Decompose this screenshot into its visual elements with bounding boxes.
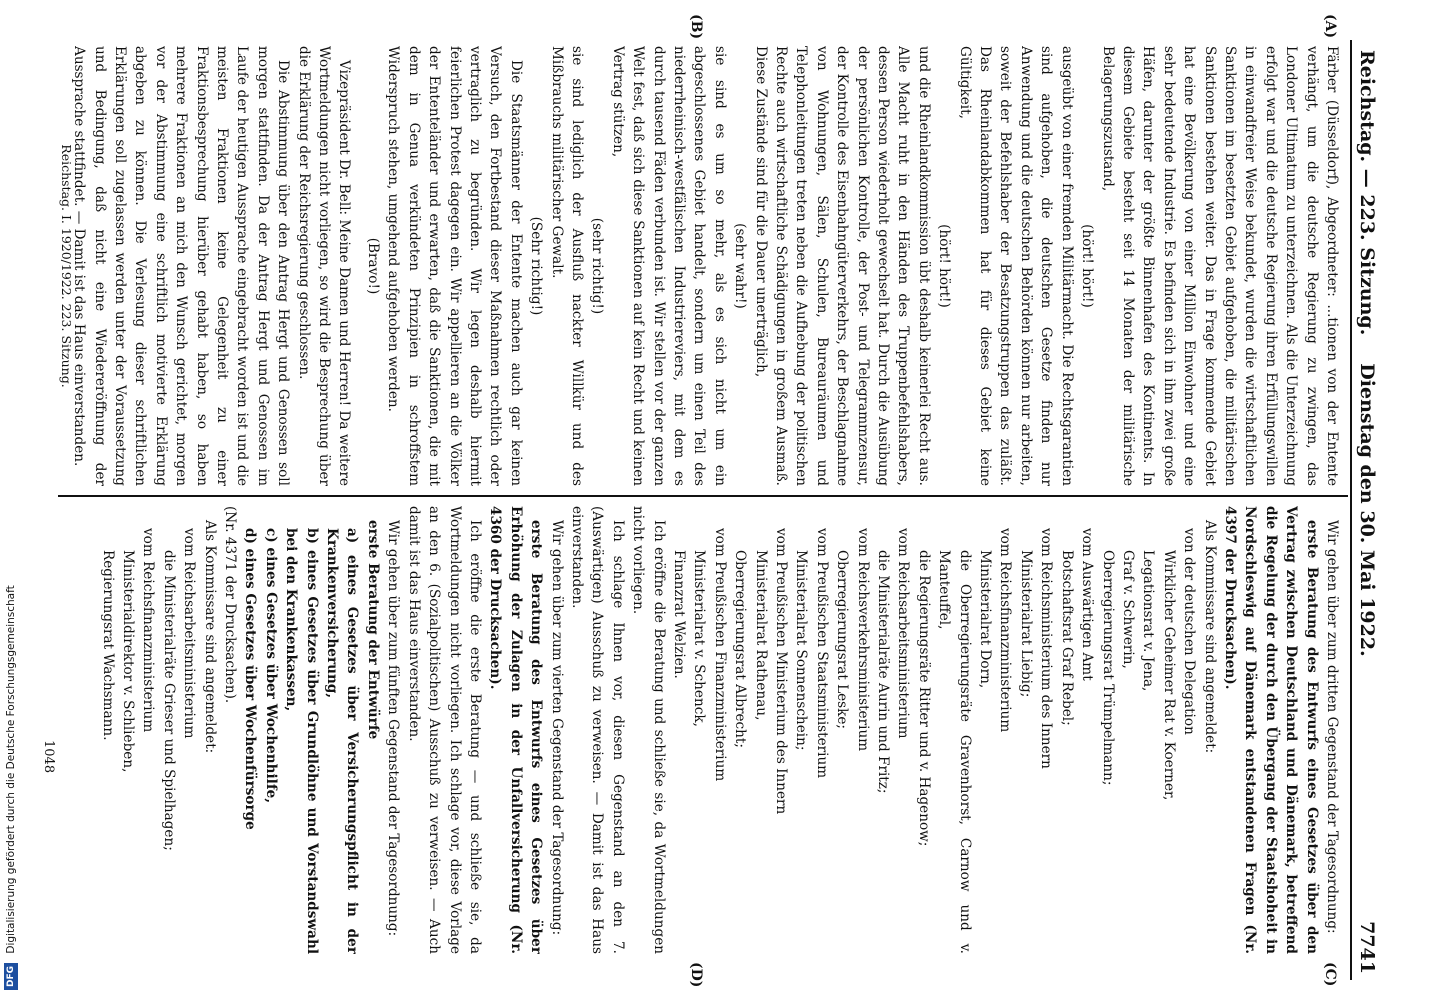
right-column bbox=[52, 506, 1342, 954]
header-session: Reichstag. — 223. Sitzung. bbox=[1356, 50, 1378, 336]
commissioner-line: vom Preußischen Staatsministerium bbox=[813, 528, 830, 779]
commissioner-line: Ministerialrat Liebig; bbox=[1017, 550, 1034, 698]
commissioner-line: Wirklicher Geheimer Rat v. Koerner, bbox=[1160, 550, 1177, 801]
agenda-paragraph: Ich eröffne die Beratung und schließe sie, da Wortmeldungen nicht vorliegen. bbox=[630, 506, 667, 954]
agenda-paragraph: Als Kommissare sind angemeldet: bbox=[1201, 520, 1218, 754]
page-header bbox=[1350, 40, 1382, 980]
commissioner-line: vom Reichsarbeitsministerium bbox=[181, 528, 198, 739]
draft-law-item: d) eines Gesetzes über Wochenfürsorge bbox=[242, 528, 259, 830]
commissioner-line: Ministerialrat v. Schenck, bbox=[691, 550, 708, 727]
speech-paragraph: Die Abstimmung über den Antrag Hergt und Genossen soll morgen stattfinden. Da der Antrag Hergt und Genossen im Laufe der heutigen Aussprache eingebracht worden ist und die meisten Fraktionen keine Gelegenheit zu einer Fraktionsbesprechung hierüber gehabt haben, so haben mehrere Fraktionen an mich den Wunsch gerichtet, morgen vor der Abstimmung eine schriftlich motivierte Erklärung abgeben zu können. Die Verlesung dieser schriftlichen Erklärungen soll zugelassen werden unter der Voraussetzung und Bedingung, daß nicht eine Wiedereröffnung der Aussprache stattfindet. — Damit ist das Haus einverstanden. bbox=[71, 46, 292, 486]
agenda-paragraph: Wir gehen über zum vierten Gegenstand der Tagesordnung: bbox=[548, 520, 565, 936]
agenda-paragraph: (Nr. 4371 der Drucksachen). bbox=[222, 506, 239, 704]
speech-paragraph: ausgeübt von einer fremden Militärmacht. Die Rechtsgarantien sind aufgehoben, die deutschen Gesetze finden nur Anwendung und die deutschen Behörden können nur arbeiten, soweit der Befehlshaber der Besatzungstruppen das zuläßt. Das Rheinlandabkommen hat für dieses Gebiet keine Gültigkeit, bbox=[956, 46, 1075, 486]
commissioner-line: Legationsrat v. Jena, bbox=[1140, 550, 1157, 692]
dfg-logo-icon: DFG bbox=[4, 963, 18, 990]
margin-mark-b: (B) bbox=[688, 14, 704, 40]
interjection: (sehr richtig!) bbox=[589, 217, 606, 315]
agenda-item-title: erste Beratung des Entwurfs eines Gesetzes über Erhöhung der Zulagen in der Unfallversicherung (Nr. 4360 der Drucksachen). bbox=[487, 506, 545, 954]
agenda-item-title: erste Beratung der Entwürfe bbox=[364, 520, 381, 740]
interjection: (Sehr richtig!) bbox=[528, 216, 545, 316]
page-footer-number: 1048 bbox=[41, 740, 56, 774]
margin-mark-c: (C) bbox=[1322, 962, 1338, 987]
commissioner-line: vom Preußischen Finanzministerium bbox=[711, 528, 728, 782]
commissioner-line: von der deutschen Delegation bbox=[1181, 528, 1198, 735]
left-column bbox=[52, 46, 1342, 486]
speech-paragraph: Vizepräsident Dr. Bell: Meine Damen und Herren! Da weitere Wortmeldungen nicht vorliegen, so wird die Besprechung über die Erklärung der Reichsregierung geschlossen. bbox=[295, 46, 353, 486]
commissioner-line: Regierungsrat Wachsmann. bbox=[99, 550, 116, 741]
interjection: (sehr wahr!) bbox=[732, 223, 749, 309]
commissioner-line: vom Reichsministerium des Innern bbox=[1038, 528, 1055, 769]
interjection: (hört! hört!) bbox=[1079, 224, 1096, 308]
agenda-paragraph: Wir gehen über zum fünften Gegenstand der Tagesordnung: bbox=[385, 520, 402, 937]
commissioner-line: vom Reichsfinanzministerium bbox=[997, 528, 1014, 733]
digitization-credit bbox=[0, 0, 22, 1000]
agenda-item-title: erste Beratung des Entwurfs eines Gesetzes über den Vertrag zwischen Deutschland und Dänemark, betreffend die Regelung der durch den Übergang der Staatshoheit in Nordschleswig auf Dänemark entstandenen Fragen (Nr. 4397 der Drucksachen). bbox=[1221, 506, 1320, 954]
commissioner-line: Oberregierungsrat Albrecht; bbox=[732, 550, 749, 748]
commissioner-line: Oberregierungsrat Trümpelmann; bbox=[1099, 550, 1116, 786]
header-date: Dienstag den 30. Mai 1922. bbox=[1356, 363, 1378, 657]
commissioner-line: vom Reichsfinanzministerium bbox=[140, 528, 157, 733]
commissioner-line: die Oberregierungsräte Gravenhorst, Carnow und v. Manteuffel, bbox=[936, 550, 973, 954]
commissioner-line: Oberregierungsrat Leske; bbox=[834, 550, 851, 730]
draft-law-item: c) eines Gesetzes über Wochenhilfe, bbox=[262, 528, 279, 804]
header-page-number: 7741 bbox=[1356, 921, 1378, 974]
margin-mark-a: (A) bbox=[1322, 14, 1338, 39]
draft-law-item: b) eines Gesetzes über Grundlöhne und Vorstandswahl bei den Krankenkassen, bbox=[283, 528, 320, 954]
interjection: (hört! hört!) bbox=[936, 224, 953, 308]
draft-law-item: a) eines Gesetzes über Versicherungspflicht in der Krankenversicherung, bbox=[324, 528, 361, 954]
commissioner-line: Ministerialrat Sonnenschein; bbox=[793, 550, 810, 751]
speech-paragraph: Färber (Düsseldorf), Abgeordneter: ...tionen von der Entente verhängt, um die deutsche Regierung zu zwingen, das Londoner Ultimatum zu unterzeichnen. Als die Unterzeichnung erfolgt war und die deutsche Regierung ihren Erfüllungswillen in einwandfreier Weise bekundet, wurden die wirtschaftlichen Sanktionen im besetzten Gebiet aufgehoben, die militärischen Sanktionen bestehen weiter. Das in Frage kommende Gebiet hat eine Bevölkerung von einer Million Einwohner und eine sehr bedeutende Industrie. Es befinden sich in ihm zwei große Häfen, darunter der größte Binnenhafen des Kontinents. In diesem Gebiete besteht seit 14 Monaten der militärische Belagerungszustand, bbox=[1099, 46, 1340, 486]
margin-mark-d: (D) bbox=[688, 962, 704, 988]
volume-footer: Reichstag. I. 1920/1922. 223. Sitzung. bbox=[59, 144, 74, 388]
commissioner-line: vom Preußischen Ministerium des Innern bbox=[773, 528, 790, 815]
speech-paragraph: Die Staatsmänner der Entente machen auch gar keinen Versuch, den Fortbestand dieser Maßnahmen rechtlich oder vertraglich zu begründen. Wir legen deshalb hiermit feierlichen Protest dagegen ein. Wir appellieren an die Völker der Ententeländer und erwarten, daß die Sanktionen, die mit dem in Genua verkündeten Prinzipien in schroffstem Widerspruch stehen, umgehend aufgehoben werden. bbox=[385, 46, 524, 486]
speech-paragraph: sie sind lediglich der Ausfluß nackter Willkür und des Mißbrauchs militärischer Gewalt. bbox=[548, 46, 585, 486]
agenda-paragraph: Als Kommissare sind angemeldet: bbox=[201, 520, 218, 754]
credit-text: Digitalisierung gefördert durch die Deutsche Forschungsgemeinschaft bbox=[5, 585, 17, 954]
speech-paragraph: und die Rheinlandkommission übt deshalb keinerlei Recht aus. Alle Macht ruht in den Händen des Truppenbefehlshabers, dessen Person wiederholt gewechselt hat. Durch die Ausübung der persönlichen Kontrolle, der Post- und Telegrammzensur, der Kontrolle des Eisenbahngüterverkehrs, der Beschlagnahme von Wohnungen, Sälen, Schulen, Bureauräumen und Telephonleitungen treten neben die Aufhebung der politischen Rechte auch wirtschaftliche Schädigungen in großem Ausmaß. Diese Zustände sind für die Dauer unerträglich, bbox=[752, 46, 932, 486]
commissioner-line: Ministerialrat Rathenau, bbox=[752, 550, 769, 721]
commissioner-line: die Ministerialräte Aurin und Fritz; bbox=[875, 550, 892, 794]
speech-paragraph: sie sind es um so mehr, als es sich nicht um ein abgeschlossenes Gebiet handelt, sondern um einen Teil des niederrheinisch-westfälischen Industriereviers, mit dem es durch tausend Fäden verbunden ist. Wir stellen vor der ganzen Welt fest, daß sich diese Sanktionen auf kein Recht und keinen Vertrag stützen, bbox=[609, 46, 728, 486]
agenda-paragraph: Ich schlage Ihnen vor, diesen Gegenstand an den 7. (Auswärtigen) Ausschuß zu verweisen. — Damit ist das Haus einverstanden. bbox=[568, 506, 626, 954]
agenda-paragraph: Wir gehen über zum dritten Gegenstand der Tagesordnung: bbox=[1324, 520, 1340, 934]
commissioner-line: Finanzrat Welzien. bbox=[671, 550, 687, 679]
commissioner-line: Ministerialrat Dorn, bbox=[977, 550, 994, 689]
commissioner-line: vom Reichsverkehrsministerium bbox=[854, 528, 871, 752]
commissioner-line: Graf v. Schwerin, bbox=[1119, 550, 1136, 669]
commissioner-line: Ministerialdirektor v. Schlieben, bbox=[120, 550, 137, 773]
commissioner-line: vom Auswärtigen Amt bbox=[1079, 528, 1096, 681]
commissioner-line: Botschaftsrat Graf Rebel; bbox=[1058, 550, 1075, 726]
column-divider bbox=[58, 495, 1348, 497]
agenda-paragraph: Ich eröffne die erste Beratung — und schließe sie, da Wortmeldungen nicht vorliegen. Ich schlage vor, diese Vorlage an den 6. (Sozialpolitischen) Ausschuß zu verweisen. — Auch damit ist das Haus einverstanden. bbox=[405, 506, 483, 954]
commissioner-line: die Regierungsräte Ritter und v. Hagenow; bbox=[915, 550, 932, 847]
commissioner-line: vom Reichsarbeitsministerium bbox=[895, 528, 912, 739]
commissioner-line: die Ministerialräte Grieser und Spielhagen; bbox=[160, 550, 177, 851]
interjection: (Bravo!) bbox=[364, 237, 381, 295]
